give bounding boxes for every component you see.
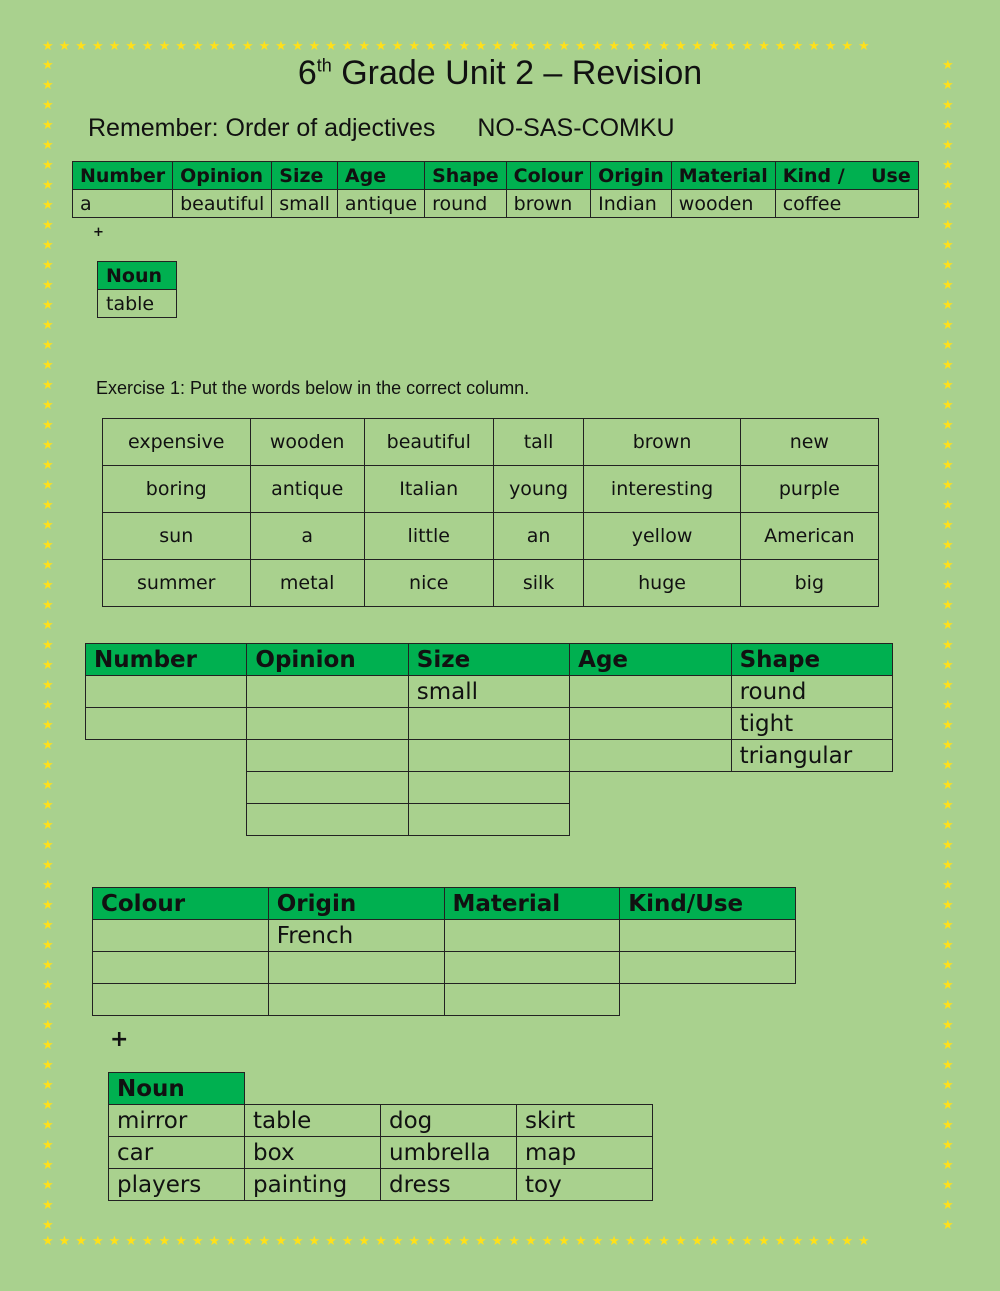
star-border-left: ★★★★★★★★★★★★★★★★★★★★★★★★★★★★★★★★★★★★★★★★★★★★★★★★★★★★★★★★★★★ <box>42 58 54 1233</box>
word-bank-cell[interactable]: American <box>740 513 878 560</box>
word-bank-cell[interactable]: yellow <box>584 513 740 560</box>
drop-cell[interactable] <box>408 772 569 804</box>
star-border-bottom: ★★★★★★★★★★★★★★★★★★★★★★★★★★★★★★★★★★★★★★★★★★★★★★★★★★ <box>42 1235 875 1249</box>
noun-table <box>108 1072 653 1201</box>
word-bank-cell[interactable]: tall <box>493 419 584 466</box>
word-bank-cell[interactable]: silk <box>493 560 584 607</box>
column-header: Colour <box>93 888 269 920</box>
word-bank-cell[interactable]: summer <box>103 560 251 607</box>
column-header: Origin <box>268 888 444 920</box>
word-bank-cell[interactable]: an <box>493 513 584 560</box>
order-header: Size <box>272 162 338 190</box>
word-bank-cell[interactable]: huge <box>584 560 740 607</box>
order-value: wooden <box>671 190 775 218</box>
noun-header: Noun <box>98 262 177 290</box>
empty-space <box>381 1073 517 1105</box>
column-header: Shape <box>731 644 892 676</box>
drop-cell[interactable] <box>444 984 620 1016</box>
page-title: 6th Grade Unit 2 – Revision <box>297 54 703 92</box>
empty-space <box>731 804 892 836</box>
drop-cell[interactable] <box>620 920 796 952</box>
order-header: Colour <box>506 162 590 190</box>
plus-symbol: + <box>110 1027 129 1052</box>
noun-cell[interactable]: players <box>109 1169 245 1201</box>
order-header: Kind / Use <box>775 162 918 190</box>
order-header: Material <box>671 162 775 190</box>
noun-cell[interactable]: umbrella <box>381 1137 517 1169</box>
noun-cell[interactable]: toy <box>517 1169 653 1201</box>
drop-cell[interactable] <box>247 804 408 836</box>
word-bank-cell[interactable]: brown <box>584 419 740 466</box>
drop-cell[interactable] <box>247 772 408 804</box>
drop-cell[interactable] <box>93 952 269 984</box>
drop-cell[interactable] <box>247 740 408 772</box>
order-value: coffee <box>775 190 918 218</box>
order-table <box>72 161 919 218</box>
noun-example-table <box>97 261 177 318</box>
drop-cell[interactable] <box>570 676 731 708</box>
column-header: Age <box>570 644 731 676</box>
order-header: Opinion <box>173 162 272 190</box>
order-value: small <box>272 190 338 218</box>
empty-space <box>620 984 796 1016</box>
drop-cell[interactable] <box>86 708 247 740</box>
word-bank-cell[interactable]: boring <box>103 466 251 513</box>
order-header: Age <box>337 162 424 190</box>
drop-cell[interactable]: round <box>731 676 892 708</box>
order-value: Indian <box>591 190 672 218</box>
column-header: Material <box>444 888 620 920</box>
drop-cell[interactable] <box>247 676 408 708</box>
empty-space <box>86 804 247 836</box>
order-value: antique <box>337 190 424 218</box>
word-bank-cell[interactable]: purple <box>740 466 878 513</box>
order-value: round <box>425 190 507 218</box>
word-bank-cell[interactable]: metal <box>250 560 364 607</box>
drop-cell[interactable] <box>408 804 569 836</box>
word-bank-cell[interactable]: beautiful <box>364 419 493 466</box>
drop-cell[interactable] <box>408 708 569 740</box>
drop-cell[interactable] <box>86 676 247 708</box>
star-border-top: ★★★★★★★★★★★★★★★★★★★★★★★★★★★★★★★★★★★★★★★★★★★★★★★★★★ <box>42 40 875 54</box>
word-bank-cell[interactable]: a <box>250 513 364 560</box>
column-header: Number <box>86 644 247 676</box>
order-header: Origin <box>591 162 672 190</box>
empty-space <box>570 772 731 804</box>
drop-cell[interactable] <box>268 984 444 1016</box>
plus-symbol: + <box>93 225 104 240</box>
empty-space <box>86 772 247 804</box>
drop-cell[interactable] <box>444 952 620 984</box>
drop-cell[interactable]: small <box>408 676 569 708</box>
word-bank-cell[interactable]: Italian <box>364 466 493 513</box>
empty-space <box>570 804 731 836</box>
drop-cell[interactable] <box>247 708 408 740</box>
word-bank-cell[interactable]: little <box>364 513 493 560</box>
order-header: Number <box>73 162 173 190</box>
word-bank-cell[interactable]: young <box>493 466 584 513</box>
noun-cell[interactable]: mirror <box>109 1105 245 1137</box>
noun-header: Noun <box>109 1073 245 1105</box>
word-bank-cell[interactable]: expensive <box>103 419 251 466</box>
word-bank-cell[interactable]: interesting <box>584 466 740 513</box>
empty-space <box>86 740 247 772</box>
column-header: Kind/Use <box>620 888 796 920</box>
noun-cell[interactable]: table <box>245 1105 381 1137</box>
drop-cell[interactable]: tight <box>731 708 892 740</box>
drop-cell[interactable] <box>570 708 731 740</box>
drop-cell[interactable]: French <box>268 920 444 952</box>
drop-cell[interactable] <box>408 740 569 772</box>
subtitle-text: Remember: Order of adjectives <box>88 114 436 142</box>
word-bank-cell[interactable]: antique <box>250 466 364 513</box>
drop-cell[interactable] <box>93 920 269 952</box>
drop-cell[interactable] <box>620 952 796 984</box>
drop-cell[interactable] <box>93 984 269 1016</box>
noun-value: table <box>98 290 177 318</box>
word-bank-cell[interactable]: wooden <box>250 419 364 466</box>
word-bank-cell[interactable]: nice <box>364 560 493 607</box>
order-subtitle <box>88 114 675 143</box>
drop-cell[interactable] <box>570 740 731 772</box>
drop-cell[interactable] <box>444 920 620 952</box>
noun-cell[interactable]: box <box>245 1137 381 1169</box>
noun-cell[interactable]: car <box>109 1137 245 1169</box>
empty-space <box>731 772 892 804</box>
order-value: a <box>73 190 173 218</box>
order-header: Shape <box>425 162 507 190</box>
noun-cell[interactable]: painting <box>245 1169 381 1201</box>
order-value: beautiful <box>173 190 272 218</box>
word-bank-cell[interactable]: big <box>740 560 878 607</box>
word-bank <box>102 418 879 607</box>
word-bank-cell[interactable]: sun <box>103 513 251 560</box>
empty-space <box>517 1073 653 1105</box>
word-bank-cell[interactable]: new <box>740 419 878 466</box>
noun-cell[interactable]: dog <box>381 1105 517 1137</box>
noun-cell[interactable]: map <box>517 1137 653 1169</box>
order-value: brown <box>506 190 590 218</box>
drop-cell[interactable] <box>268 952 444 984</box>
exercise-instruction: Exercise 1: Put the words below in the correct column. <box>96 378 530 398</box>
exercise-table-a <box>85 643 893 836</box>
drop-cell[interactable]: triangular <box>731 740 892 772</box>
noun-cell[interactable]: dress <box>381 1169 517 1201</box>
column-header: Size <box>408 644 569 676</box>
mnemonic-code: NO-SAS-COMKU <box>477 114 675 142</box>
empty-space <box>245 1073 381 1105</box>
column-header: Opinion <box>247 644 408 676</box>
exercise-table-b <box>92 887 796 1016</box>
star-border-right: ★★★★★★★★★★★★★★★★★★★★★★★★★★★★★★★★★★★★★★★★★★★★★★★★★★★★★★★★★★★ <box>942 58 954 1233</box>
noun-cell[interactable]: skirt <box>517 1105 653 1137</box>
